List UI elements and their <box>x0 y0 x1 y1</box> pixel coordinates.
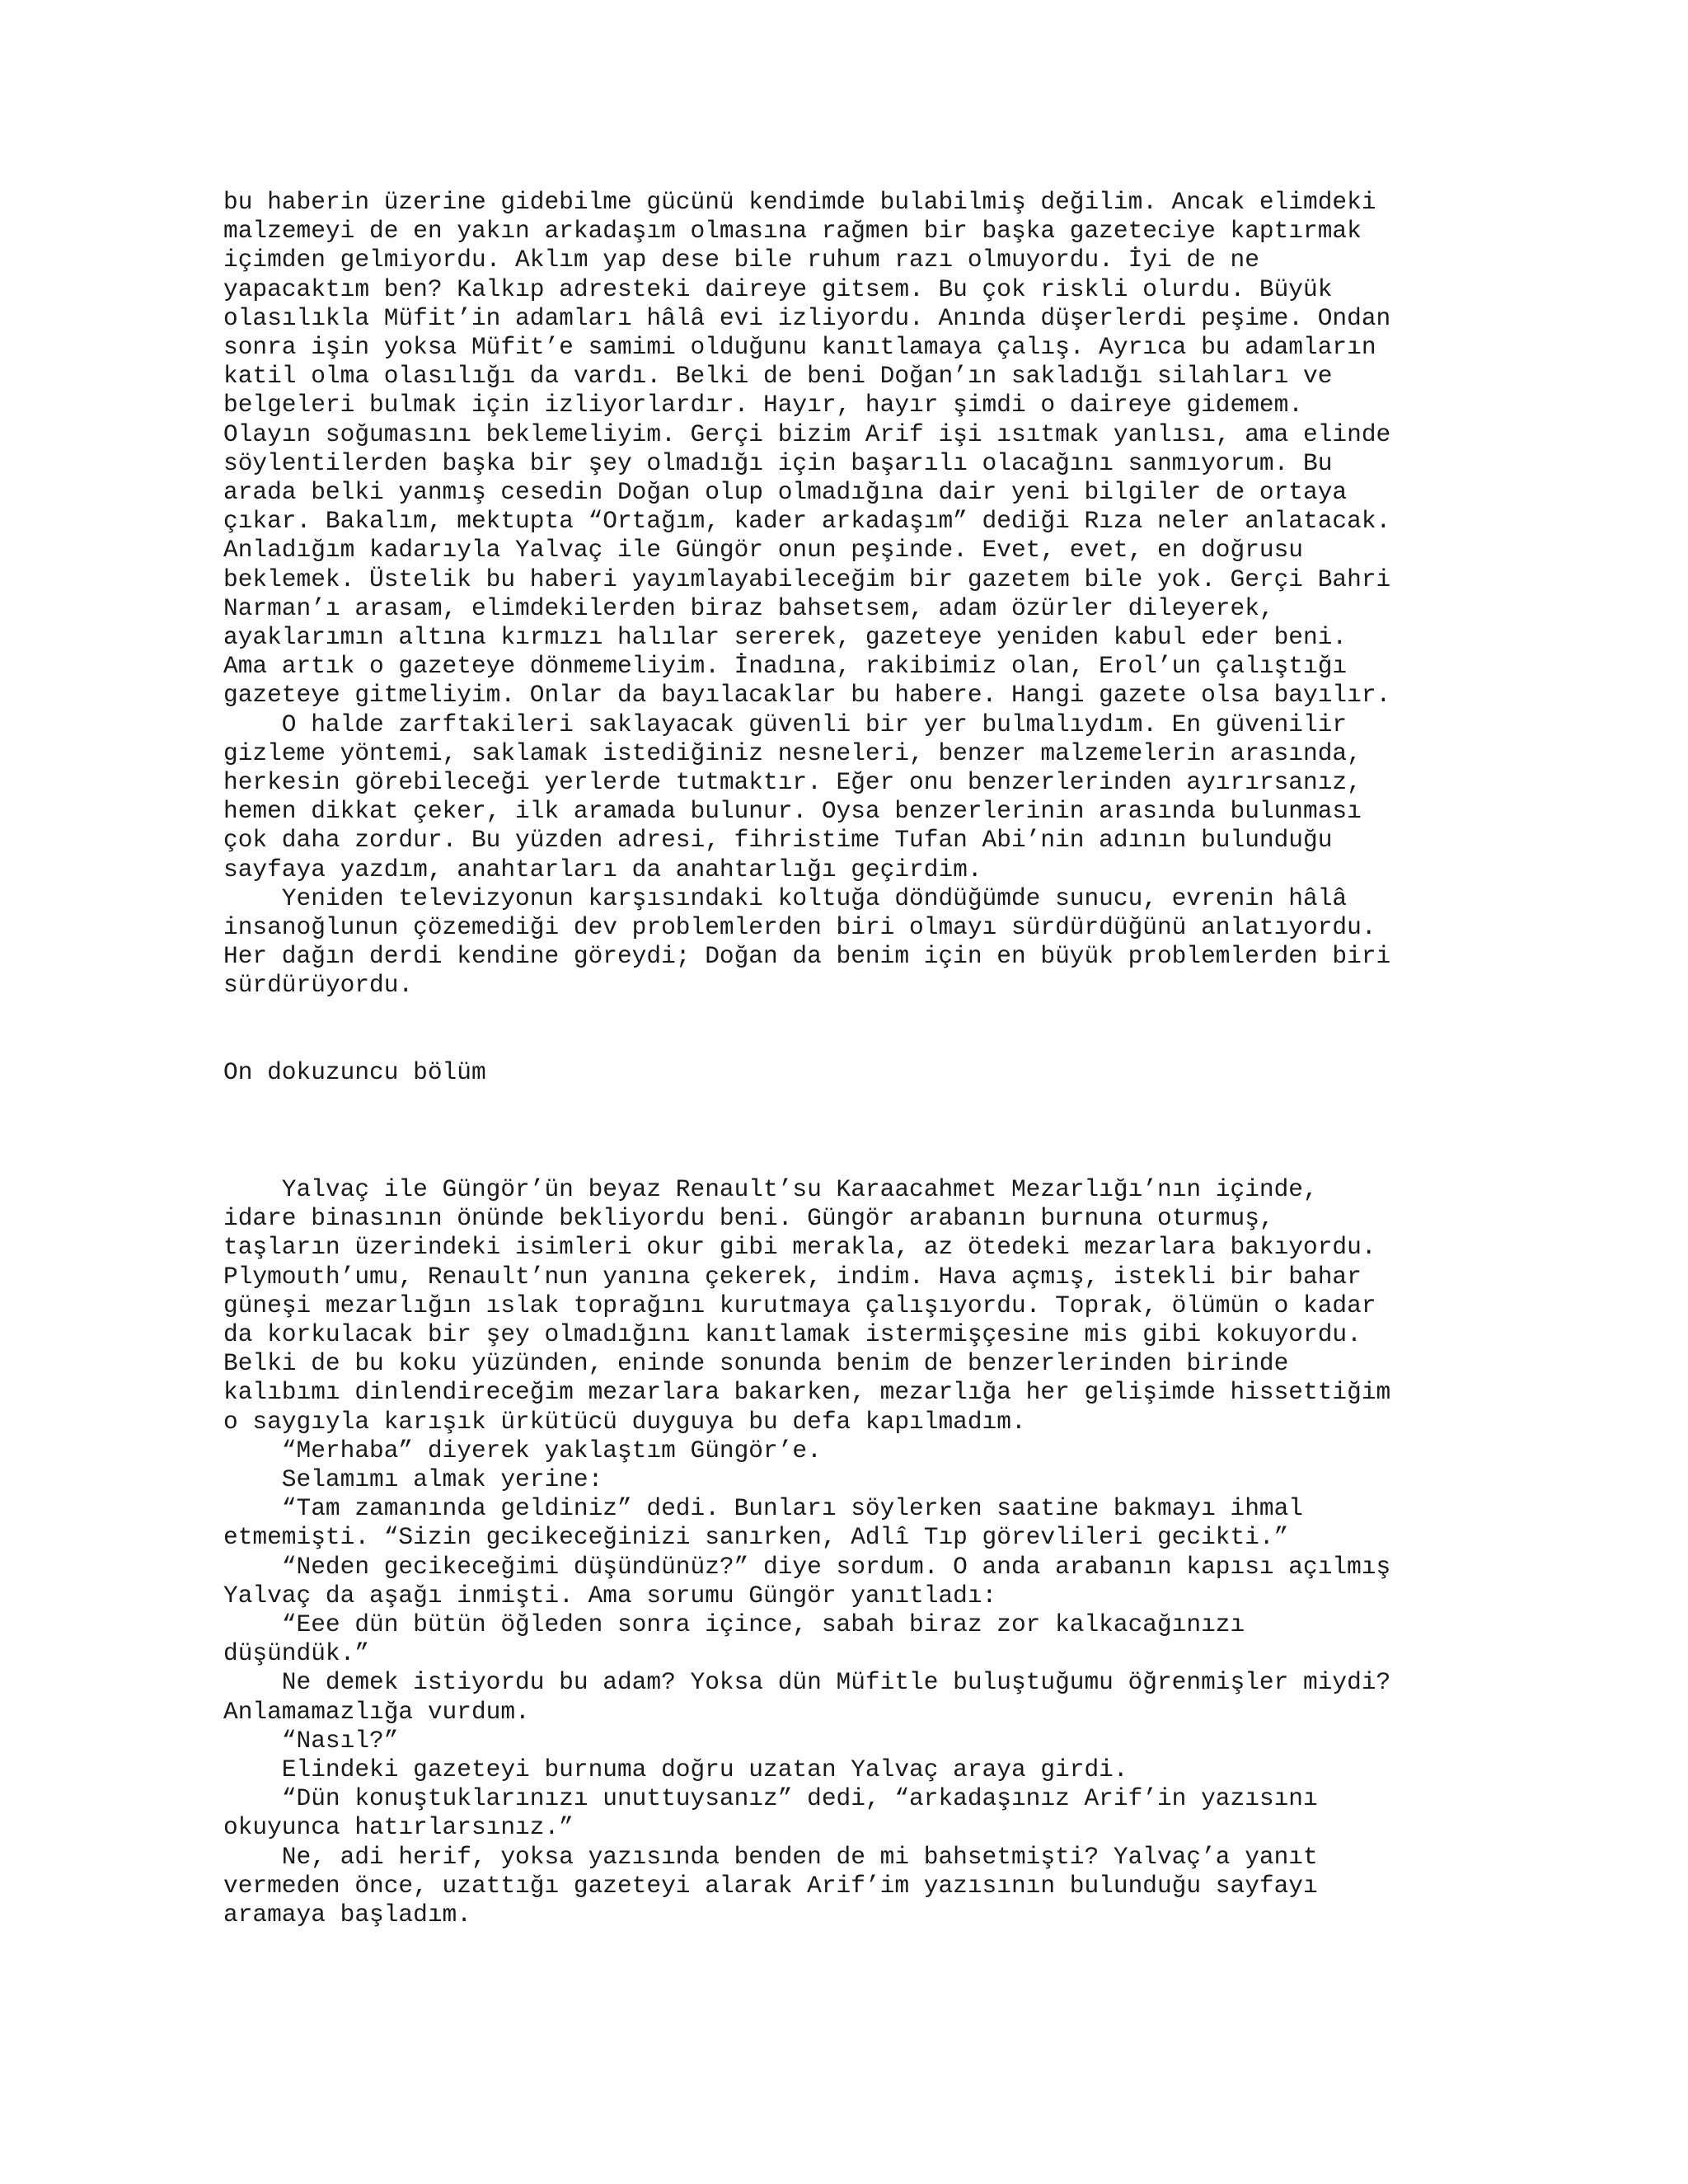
text-line: güneşi mezarlığın ıslak toprağını kurutmaya çalışıyordu. Toprak, ölümün o kadar <box>223 1291 1376 1319</box>
text-line: Belki de bu koku yüzünden, eninde sonunda benim de benzerlerinden birinde <box>223 1349 1289 1378</box>
text-line: herkesin görebileceği yerlerde tutmaktır. Eğer onu benzerlerinden ayırırsanız, <box>223 768 1362 797</box>
text-line: çıkar. Bakalım, mektupta “Ortağım, kader arkadaşım” dediği Rıza neler anlatacak. <box>223 507 1391 536</box>
text-line: Elindeki gazeteyi burnuma doğru uzatan Yalvaç araya girdi. <box>223 1755 1128 1784</box>
text-line: düşündük.” <box>223 1639 370 1668</box>
text-line: Anlamamazlığa vurdum. <box>223 1697 530 1726</box>
text-line: kalıbımı dinlendireceğim mezarlara bakarken, mezarlığa her gelişimde hissettiğim <box>223 1378 1391 1407</box>
text-line: okuyunca hatırlarsınız.” <box>223 1813 574 1842</box>
text-line: “Tam zamanında geldiniz” dedi. Bunları söylerken saatine bakmayı ihmal <box>223 1494 1304 1523</box>
text-line: olasılıkla Müfit’in adamları hâlâ evi izliyordu. Anında düşerlerdi peşime. Ondan <box>223 303 1391 332</box>
text-line: aramaya başladım. <box>223 1900 471 1929</box>
text-line: Plymouth’umu, Renault’nun yanına çekerek, indim. Hava açmış, istekli bir bahar <box>223 1262 1362 1291</box>
text-line: belgeleri bulmak için izliyorlardır. Hayır, hayır şimdi o daireye gidemem. <box>223 391 1304 419</box>
text-line: Anladığım kadarıyla Yalvaç ile Güngör onun peşinde. Evet, evet, en doğrusu <box>223 536 1304 565</box>
text-line: “Eee dün bütün öğleden sonra içince, sabah biraz zor kalkacağınızı <box>223 1610 1245 1639</box>
text-line: O halde zarftakileri saklayacak güvenli bir yer bulmalıydım. En güvenilir <box>223 710 1348 738</box>
text-line: idare binasının önünde bekliyordu beni. Güngör arabanın burnuna oturmuş, <box>223 1204 1274 1233</box>
text-line: Her dağın derdi kendine göreydi; Doğan da benim için en büyük problemlerden biri <box>223 942 1391 971</box>
text-line: etmemişti. “Sizin gecikeceğinizi sanırken, Adlî Tıp görevlileri gecikti.” <box>223 1523 1289 1552</box>
text-line: “Nasıl?” <box>223 1726 399 1755</box>
text-line: taşların üzerindeki isimleri okur gibi merakla, az ötedeki mezarlara bakıyordu. <box>223 1233 1376 1262</box>
text-line: yapacaktım ben? Kalkıp adresteki daireye gitsem. Bu çok riskli olurdu. Büyük <box>223 274 1333 303</box>
text-line: Yalvaç ile Güngör’ün beyaz Renault’su Karaacahmet Mezarlığı’nın içinde, <box>223 1175 1318 1203</box>
text-line: beklemek. Üstelik bu haberi yayımlayabileceğim bir gazetem bile yok. Gerçi Bahri <box>223 565 1391 593</box>
text-line: Yeniden televizyonun karşısındaki koltuğa döndüğümde sunucu, evrenin hâlâ <box>223 883 1348 912</box>
text-line: malzemeyi de en yakın arkadaşım olmasına rağmen bir başka gazeteciye kaptırmak <box>223 217 1362 246</box>
text-line: Selamımı almak yerine: <box>223 1465 603 1494</box>
text-line: içimden gelmiyordu. Aklım yap dese bile ruhum razı olmuyordu. İyi de ne <box>223 246 1259 274</box>
text-line: gizleme yöntemi, saklamak istediğiniz nesneleri, benzer malzemelerin arasında, <box>223 738 1362 767</box>
text-line: sürdürüyordu. <box>223 971 414 1000</box>
text-line: çok daha zordur. Bu yüzden adresi, fihristime Tufan Abi’nin adının bulunduğu <box>223 826 1333 855</box>
text-line: sayfaya yazdım, anahtarları da anahtarlığı geçirdim. <box>223 855 982 883</box>
text-line: da korkulacak bir şey olmadığını kanıtlamak istermişçesine mis gibi kokuyordu. <box>223 1320 1362 1349</box>
text-line: Ne demek istiyordu bu adam? Yoksa dün Müfitle buluştuğumu öğrenmişler miydi? <box>223 1668 1391 1697</box>
text-line: o saygıyla karışık ürkütücü duyguya bu defa kapılmadım. <box>223 1407 1026 1436</box>
text-line: insanoğlunun çözemediği dev problemlerden biri olmayı sürdürdüğünü anlatıyordu. <box>223 913 1376 942</box>
text-line: gazeteye gitmeliyim. Onlar da bayılacaklar bu habere. Hangi gazete olsa bayılır. <box>223 681 1391 710</box>
body-text-section-1 <box>223 188 1476 1001</box>
text-line: “Merhaba” diyerek yaklaştım Güngör’e. <box>223 1436 822 1465</box>
text-line: vermeden önce, uzattığı gazeteyi alarak Arif’im yazısının bulunduğu sayfayı <box>223 1871 1318 1900</box>
text-line: sonra işin yoksa Müfit’e samimi olduğunu kanıtlamaya çalış. Ayrıca bu adamların <box>223 333 1376 362</box>
text-line: Ama artık o gazeteye dönmemeliyim. İnadına, rakibimiz olan, Erol’un çalıştığı <box>223 652 1348 681</box>
text-line: söylentilerden başka bir şey olmadığı için başarılı olacağını sanmıyorum. Bu <box>223 448 1333 477</box>
text-line: Narman’ı arasam, elimdekilerden biraz bahsetsem, adam özürler dileyerek, <box>223 593 1274 622</box>
text-line: katil olma olasılığı da vardı. Belki de beni Doğan’ın sakladığı silahları ve <box>223 362 1333 391</box>
text-line: ayaklarımın altına kırmızı halılar sererek, gazeteye yeniden kabul eder beni. <box>223 623 1348 652</box>
text-line: “Neden gecikeceğimi düşündünüz?” diye sordum. O anda arabanın kapısı açılmış <box>223 1552 1391 1581</box>
text-line: bu haberin üzerine gidebilme gücünü kendimde bulabilmiş değilim. Ancak elimdeki <box>223 188 1376 216</box>
chapter-heading: On dokuzuncu bölüm <box>223 1058 486 1086</box>
text-line: arada belki yanmış cesedin Doğan olup olmadığına dair yeni bilgiler de ortaya <box>223 478 1348 507</box>
text-line: Yalvaç da aşağı inmişti. Ama sorumu Güngör yanıtladı: <box>223 1581 997 1610</box>
text-line: hemen dikkat çeker, ilk aramada bulunur. Oysa benzerlerinin arasında bulunması <box>223 797 1362 826</box>
text-line: Olayın soğumasını beklemeliyim. Gerçi bizim Arif işi ısıtmak yanlısı, ama elinde <box>223 419 1391 448</box>
text-line: Ne, adi herif, yoksa yazısında benden de mi bahsetmişti? Yalvaç’a yanıt <box>223 1842 1318 1871</box>
text-line: “Dün konuştuklarınızı unuttuysanız” dedi, “arkadaşınız Arif’in yazısını <box>223 1784 1318 1813</box>
body-text-section-2 <box>223 1175 1476 1929</box>
